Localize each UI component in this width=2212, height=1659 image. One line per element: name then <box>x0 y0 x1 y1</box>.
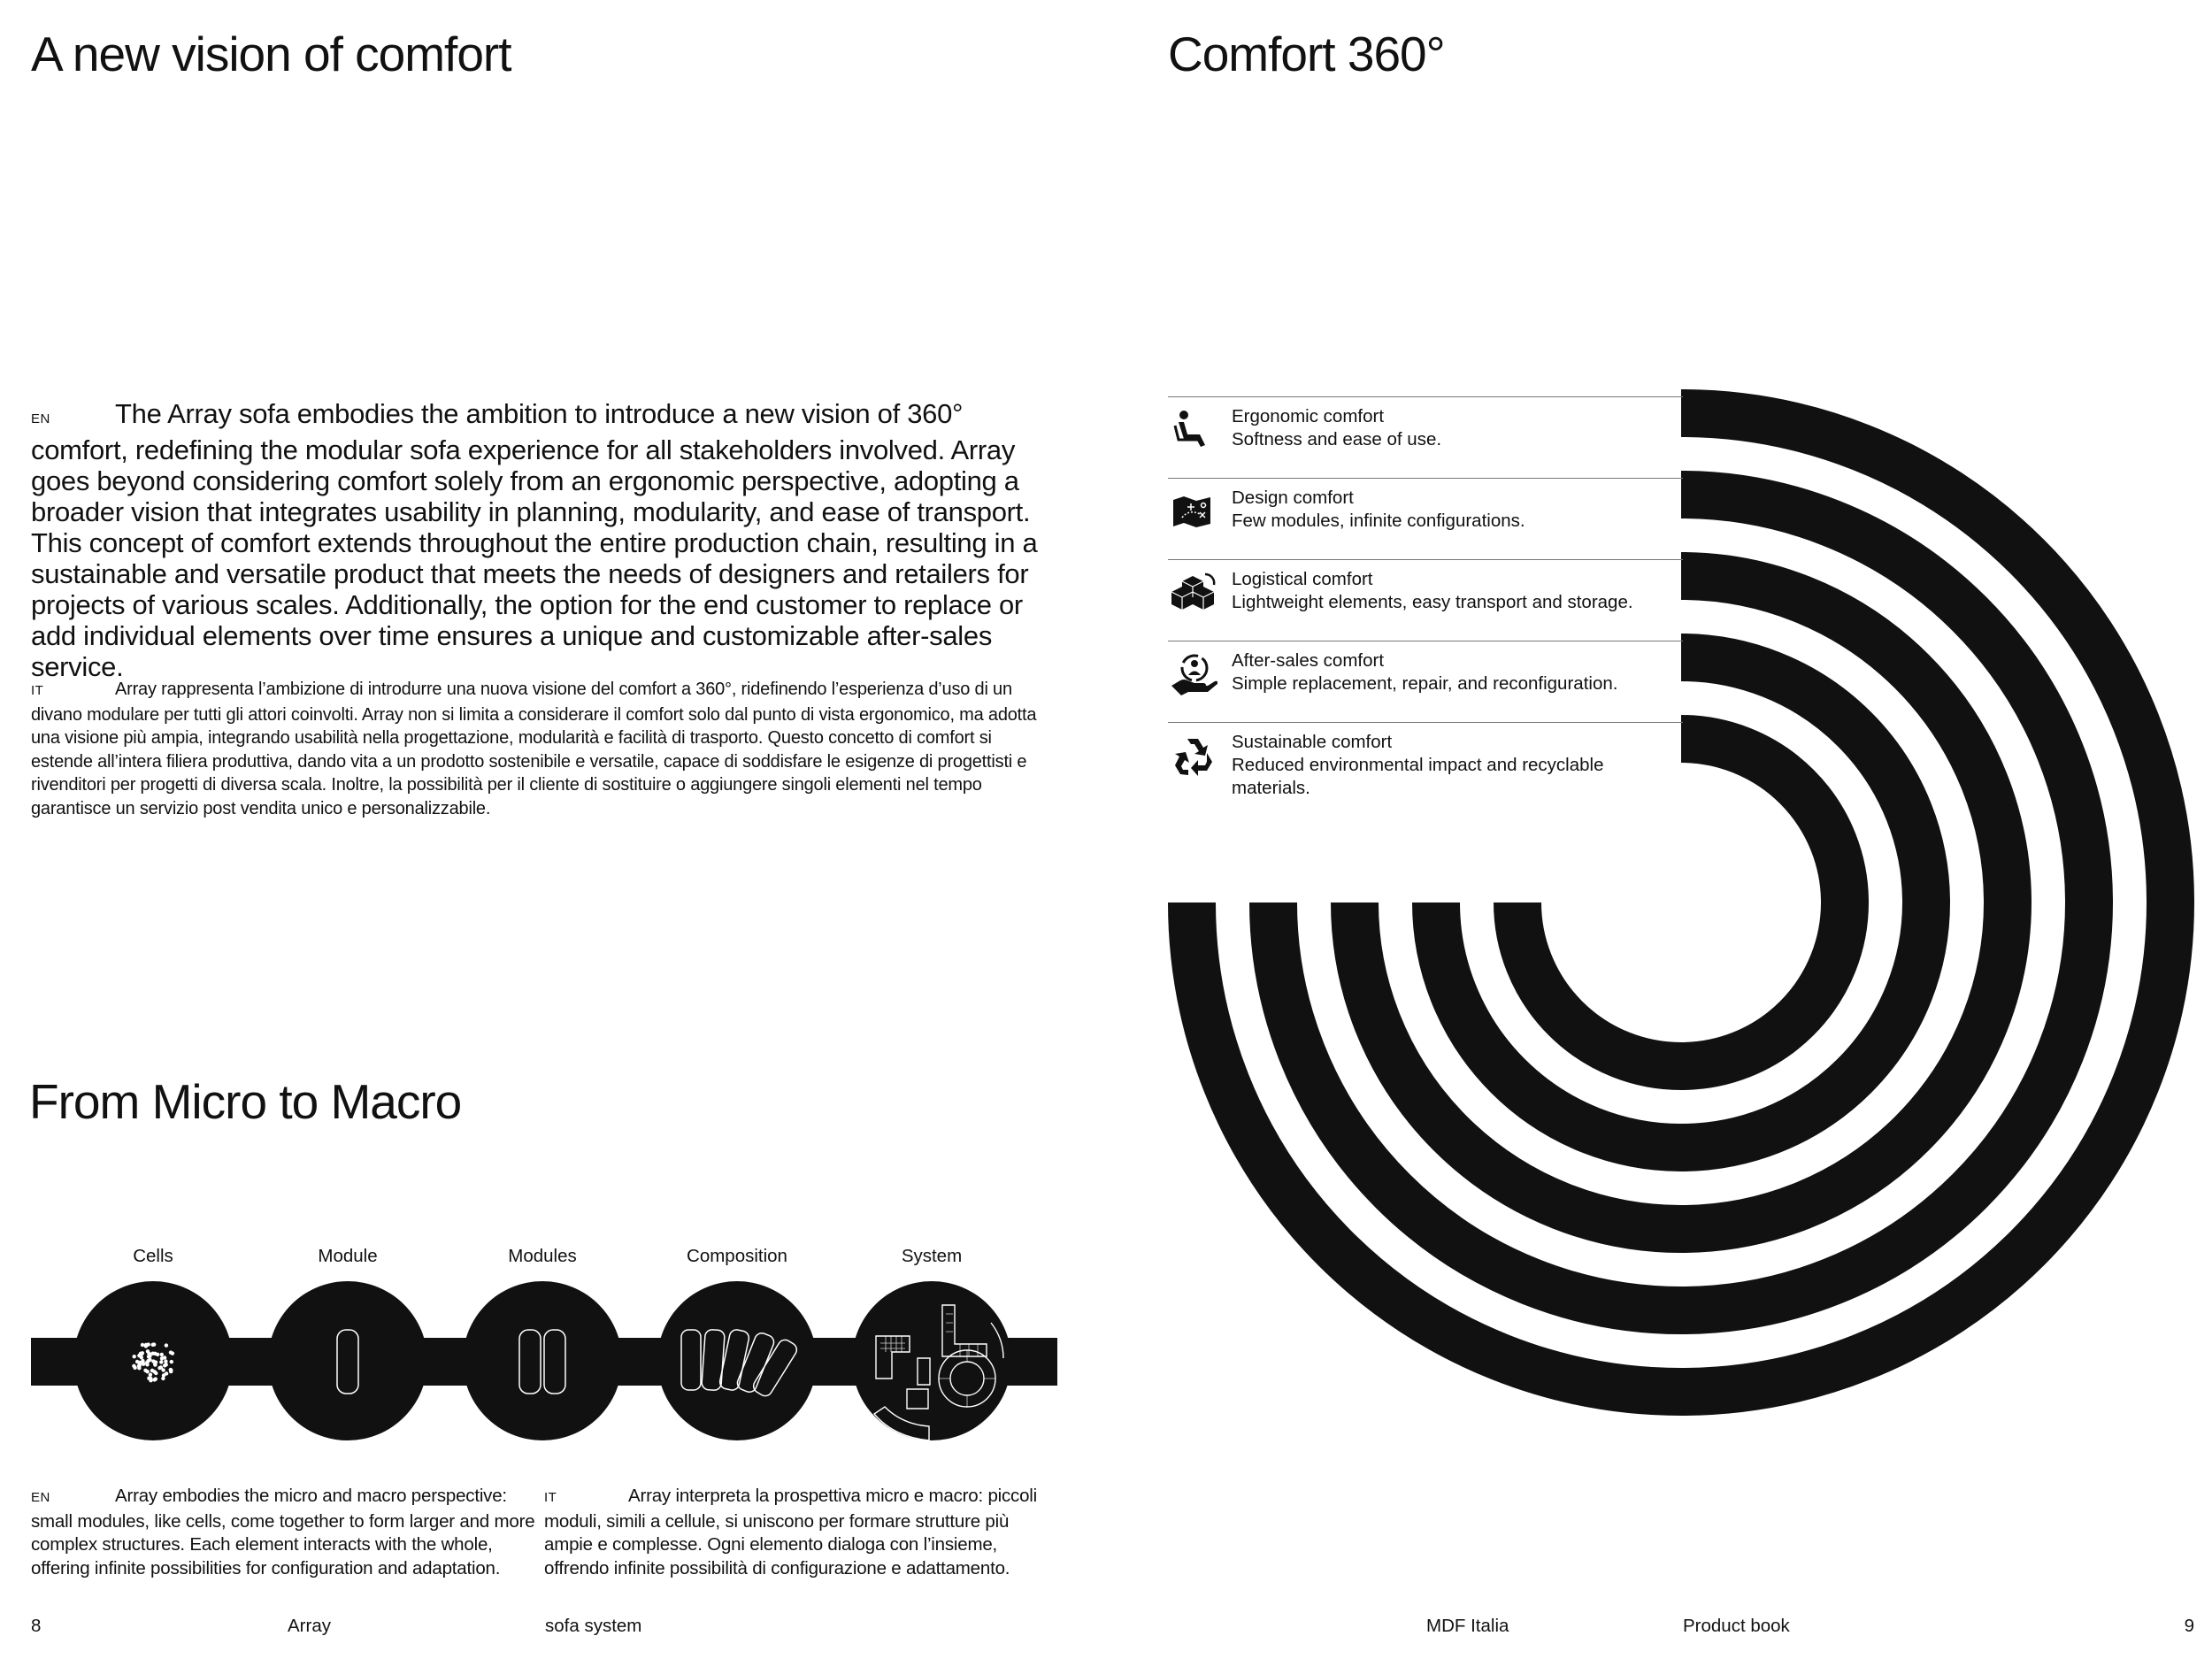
footer-doc-type: Product book <box>1683 1616 1790 1636</box>
cell-dot <box>169 1370 173 1373</box>
cell-dot <box>152 1370 156 1373</box>
comfort-row-ergonomic <box>1168 396 1683 479</box>
comfort-row-sustainable <box>1168 722 1683 829</box>
cell-dot <box>169 1350 173 1354</box>
cell-dot <box>151 1343 155 1347</box>
footer-company: MDF Italia <box>1426 1616 1509 1636</box>
cell-dot <box>151 1359 155 1363</box>
comfort-desc: Simple replacement, repair, and reconfiguration. <box>1232 673 1618 694</box>
after-sales-hand-icon <box>1168 650 1217 700</box>
comfort-row-design <box>1168 478 1683 560</box>
cell-dot <box>154 1377 157 1380</box>
intro-en-block <box>31 398 1057 682</box>
cell-dot <box>161 1368 165 1371</box>
micro-macro-en-text-block <box>31 1485 540 1580</box>
comfort-title: Design comfort <box>1232 488 1354 508</box>
micro-macro-it-text: Array interpreta la prospettiva micro e macro: piccoli moduli, simili a cellule, si uniscono per formare strutture più ampie e complesse. Ogni elemento dialoga con l’insieme, offrendo infinite possibilità di configurazione e adattamento. <box>544 1486 1038 1578</box>
cell-dot <box>159 1360 163 1363</box>
cell-dot <box>157 1366 161 1370</box>
comfort-desc: Softness and ease of use. <box>1232 429 1442 449</box>
page-number-right: 9 <box>2184 1616 2194 1636</box>
stage-label-module: Module <box>318 1246 378 1266</box>
lang-tag-it-2: IT <box>544 1490 557 1505</box>
page-title-right: Comfort 360° <box>1168 27 1445 81</box>
system-icon <box>852 1281 1011 1440</box>
comfort-desc: Lightweight elements, easy transport and storage. <box>1232 592 1633 612</box>
composition-icon <box>657 1281 817 1440</box>
cell-dot <box>145 1370 149 1373</box>
cell-dot <box>153 1352 157 1356</box>
cell-dot <box>139 1352 142 1356</box>
cell-dot <box>165 1343 168 1347</box>
cell-dot <box>147 1355 150 1358</box>
stage-label-composition: Composition <box>687 1246 787 1266</box>
intro-en-text: The Array sofa embodies the ambition to introduce a new vision of 360° comfort, redefining the modular sofa experience for all stakeholders involved. Array goes beyond considering comfort solely from an ergonomic perspective, adopting a broader vision that integrates usability in planning, modularity, and ease of transport. This concept of comfort extends throughout the entire production chain, resulting in a sustainable and versatile product that meets the needs of designers and retailers for projects of various scales. Additionally, the option for the end customer to replace or add individual elements over time ensures a unique and customizable after-sales service. <box>31 398 1038 682</box>
cell-dot <box>160 1353 164 1356</box>
cell-dot <box>145 1363 149 1366</box>
cell-dot <box>163 1363 166 1367</box>
page-number-left: 8 <box>31 1616 42 1636</box>
cell-dot <box>141 1343 144 1347</box>
cell-dot <box>146 1359 150 1363</box>
comfort-row-logistical <box>1168 559 1683 641</box>
cell-dot <box>140 1356 143 1359</box>
cell-dot <box>132 1364 135 1368</box>
comfort-row-after-sales <box>1168 641 1683 723</box>
comfort-desc: Few modules, infinite configurations. <box>1232 511 1525 531</box>
micro-macro-diagram <box>31 1274 1057 1451</box>
cell-dot <box>146 1349 150 1353</box>
comfort-title: Sustainable comfort <box>1232 732 1393 752</box>
modules-icon <box>463 1281 622 1440</box>
logistics-boxes-icon <box>1168 569 1217 618</box>
comfort-desc: Reduced environmental impact and recyclable materials. <box>1232 755 1604 798</box>
cell-dot <box>147 1342 150 1346</box>
cell-dot <box>165 1371 168 1375</box>
cell-dot <box>164 1359 167 1363</box>
lang-tag-en: EN <box>31 411 50 426</box>
comfort-title: After-sales comfort <box>1232 650 1385 671</box>
cell-dot <box>138 1361 142 1364</box>
lang-tag-it: IT <box>31 683 44 698</box>
cell-dot <box>170 1360 173 1363</box>
module-icon <box>268 1281 427 1440</box>
design-layout-icon <box>1168 488 1217 537</box>
cell-dot <box>133 1355 136 1358</box>
section-title-micro-macro: From Micro to Macro <box>29 1074 462 1129</box>
footer-brand-name: Array <box>288 1616 331 1636</box>
stage-label-modules: Modules <box>508 1246 577 1266</box>
stage-label-system: System <box>901 1246 963 1266</box>
intro-it-block <box>31 678 1057 820</box>
page-title-left: A new vision of comfort <box>31 27 511 81</box>
comfort-title: Ergonomic comfort <box>1232 406 1385 426</box>
intro-it-text: Array rappresenta l’ambizione di introdurre una nuova visione del comfort a 360°, ridefinendo l’esperienza d’uso di un divano modulare per tutti gli attori coinvolti. Array non si limita a considerare il comfort solo dal punto di vista ergonomico, ma adotta una visione più ampia, integrando usabilità nella progettazione, modularità e facilità di trasporto. Questo concetto di comfort si estende all’intera filiera produttiva, dando vita a un prodotto sostenibile e versatile, capace di soddisfare le esigenze di progettisti e rivenditori per progetti di diversa scala. Inoltre, la possibilità per il cliente di sostituire o aggiungere singoli elementi nel tempo garantisce un servizio post vendita unico e personalizzabile. <box>31 680 1037 818</box>
cell-dot <box>141 1361 144 1364</box>
ergonomic-seat-icon <box>1168 406 1217 456</box>
stage-label-cells: Cells <box>133 1246 173 1266</box>
micro-macro-en-text: Array embodies the micro and macro perspective: small modules, like cells, come together to form larger and more complex structures. Each element interacts with the whole, offering infinite possibilities for configuration and adaptation. <box>31 1486 535 1578</box>
cell-dot <box>163 1356 166 1359</box>
comfort-title: Logistical comfort <box>1232 569 1373 589</box>
cell-dot <box>149 1379 152 1382</box>
footer-subtitle: sofa system <box>545 1616 642 1636</box>
cells-icon <box>73 1281 233 1440</box>
cell-dot <box>149 1373 152 1377</box>
lang-tag-en-2: EN <box>31 1490 50 1505</box>
micro-macro-it-text-block <box>544 1485 1057 1580</box>
recycle-icon <box>1168 732 1217 781</box>
